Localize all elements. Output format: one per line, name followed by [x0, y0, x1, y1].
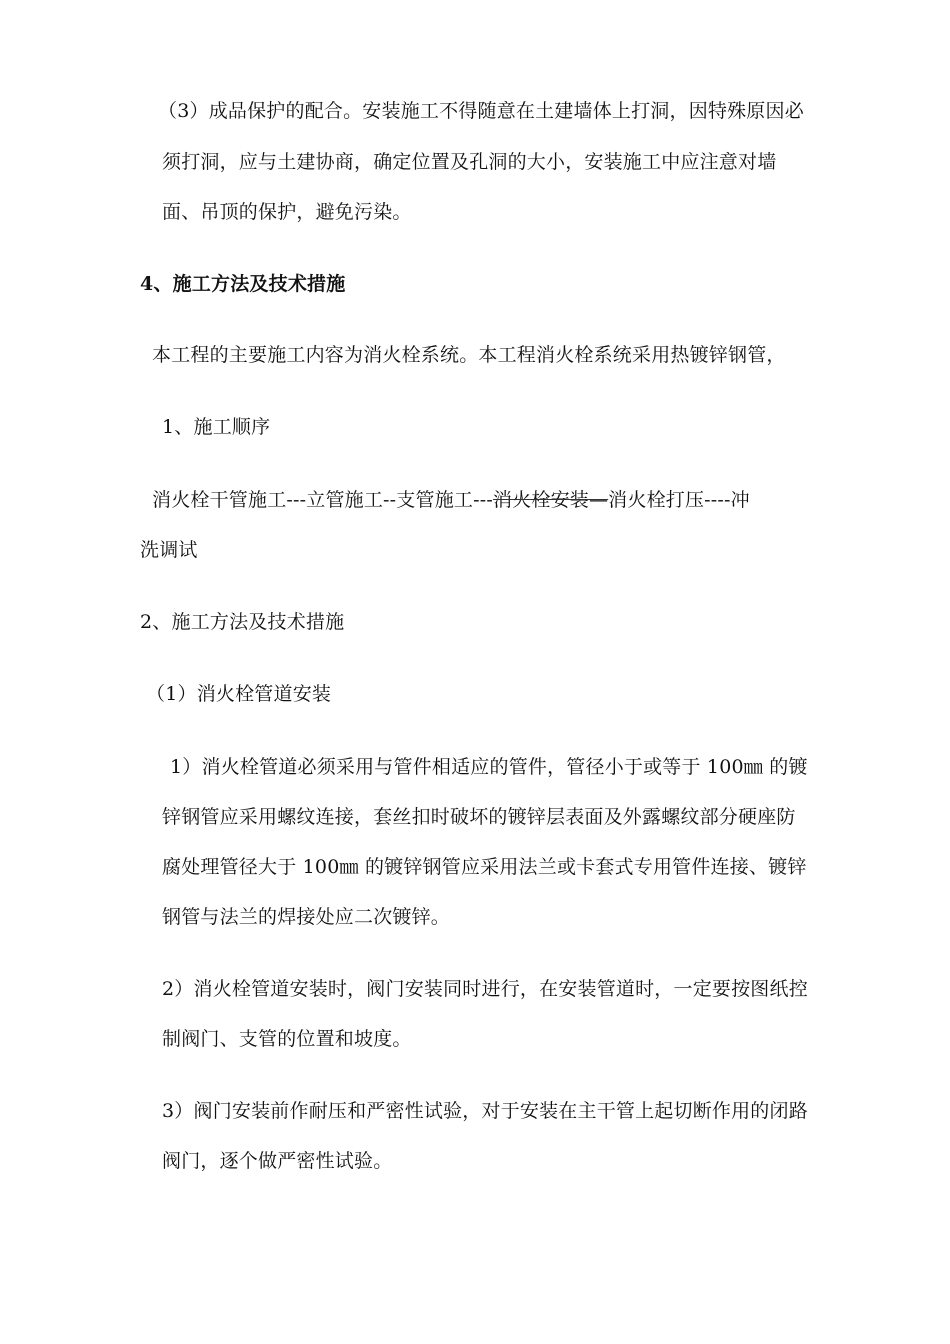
- subsection-title-methods: 2、施工方法及技术措施: [140, 611, 345, 633]
- item-2-line-1: 2）消火栓管道安装时，阀门安装同时进行，在安装管道时，一定要按图纸控: [162, 978, 808, 1000]
- item-3-line-2: 阀门，逐个做严密性试验。: [162, 1150, 393, 1172]
- sequence-part-1: 消火栓干管施工---立管施工--支管施工---: [152, 489, 493, 511]
- sequence-line-1: [152, 488, 750, 512]
- item-2-line-2: 制阀门、支管的位置和坡度。: [162, 1028, 412, 1050]
- item-1-line-1: 1）消火栓管道必须采用与管件相适应的管件，管径小于或等于 100㎜ 的镀: [170, 756, 808, 778]
- para-3-line-2: 须打洞，应与土建协商，确定位置及孔洞的大小，安装施工中应注意对墙: [162, 151, 777, 173]
- item-1-line-2: 锌钢管应采用螺纹连接，套丝扣时破坏的镀锌层表面及外露螺纹部分硬座防: [162, 806, 796, 828]
- sequence-part-struck: 消火栓安装—: [492, 489, 609, 511]
- item-3-line-1: 3）阀门安装前作耐压和严密性试验，对于安装在主干管上起切断作用的闭路: [162, 1100, 808, 1122]
- sequence-part-3: 消火栓打压----冲: [608, 489, 750, 511]
- subsection-title-pipe-install: （1）消火栓管道安装: [146, 683, 332, 705]
- sequence-line-2: 洗调试: [140, 539, 198, 561]
- section-heading-4: 4、施工方法及技术措施: [140, 273, 346, 295]
- subsection-title-sequence: 1、施工顺序: [162, 416, 271, 438]
- para-3-line-1: （3）成品保护的配合。安装施工不得随意在土建墙体上打洞，因特殊原因必: [158, 100, 804, 122]
- intro-paragraph: 本工程的主要施工内容为消火栓系统。本工程消火栓系统采用热镀锌钢管，: [152, 344, 786, 366]
- para-3-line-3: 面、吊顶的保护，避免污染。: [162, 201, 412, 223]
- item-1-line-4: 钢管与法兰的焊接处应二次镀锌。: [162, 906, 451, 928]
- item-1-line-3: 腐处理管径大于 100㎜ 的镀锌钢管应采用法兰或卡套式专用管件连接、镀锌: [162, 856, 807, 878]
